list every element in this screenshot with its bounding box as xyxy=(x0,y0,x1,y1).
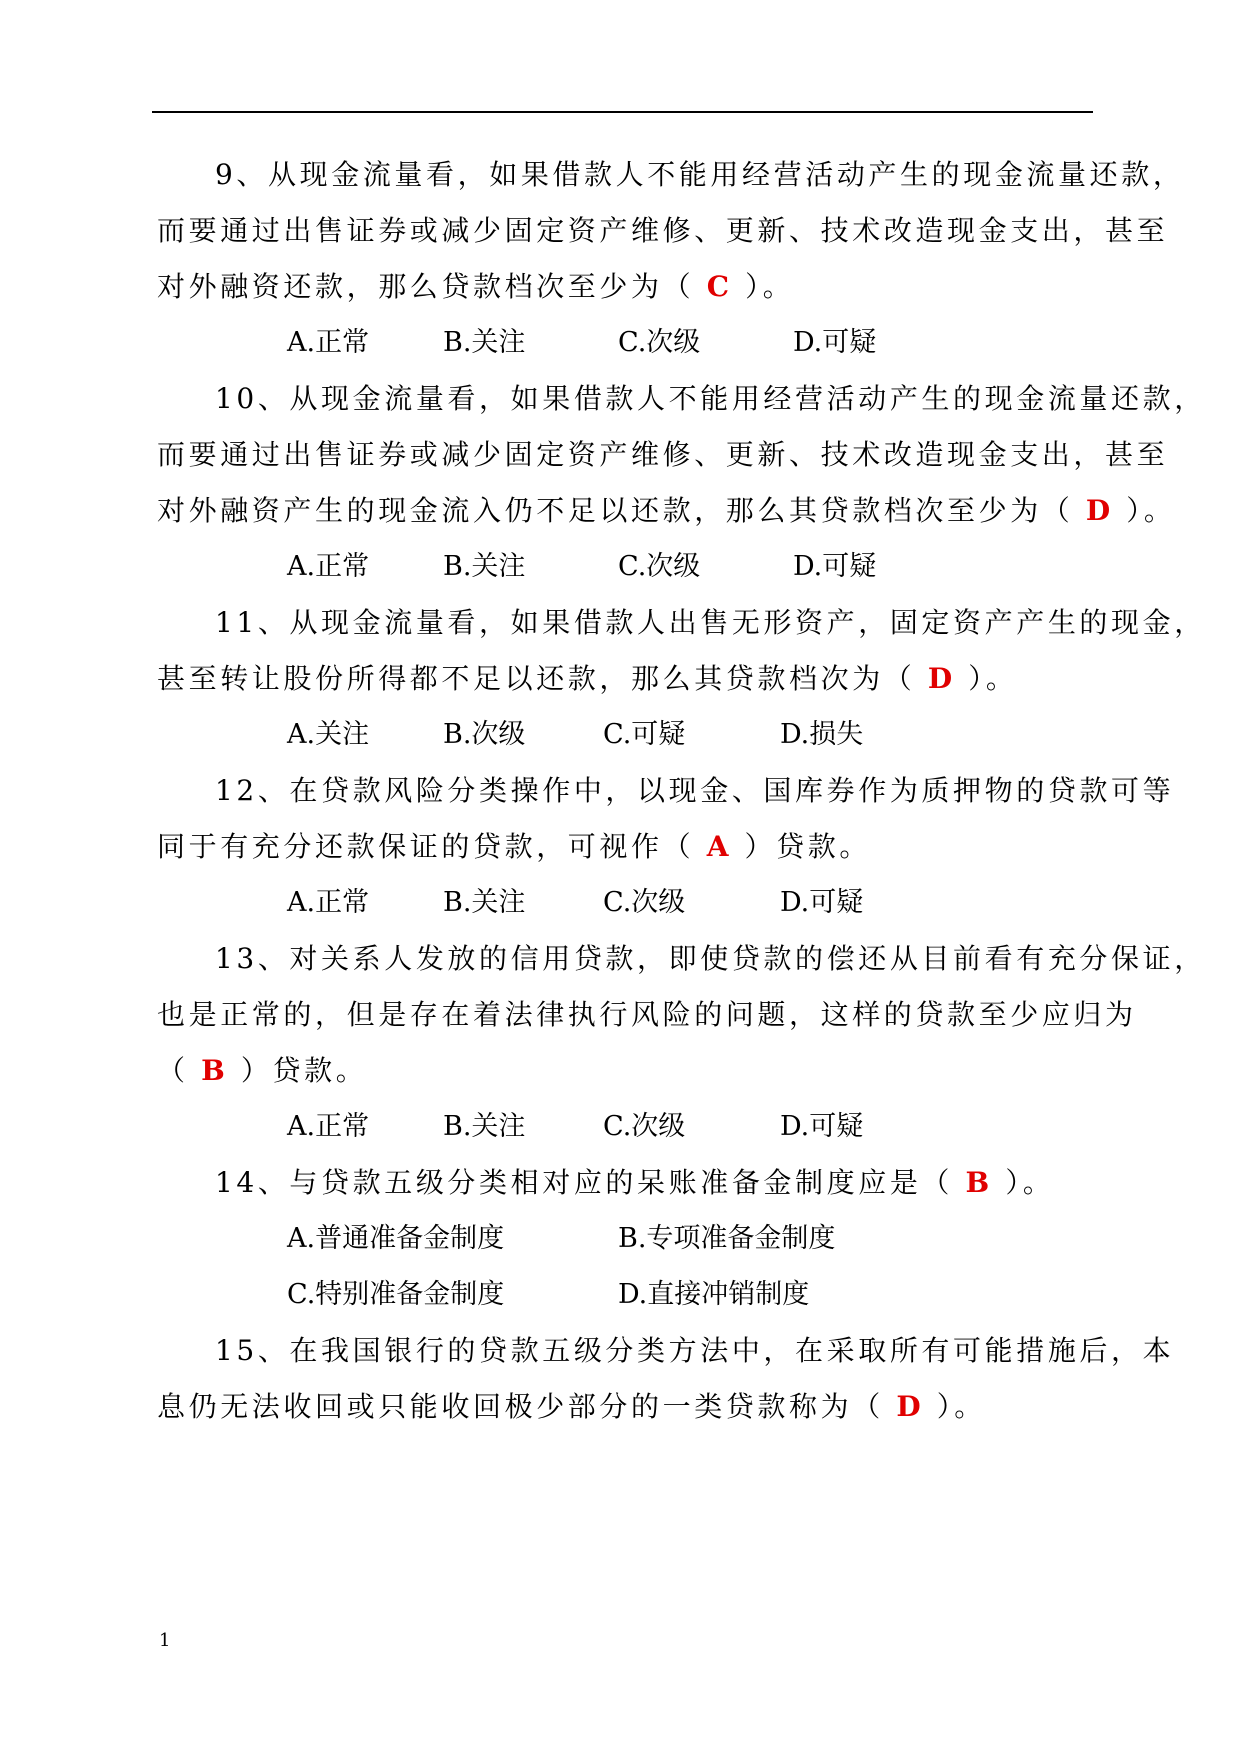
q10-answer: D xyxy=(1085,494,1114,527)
q12-line-1: 12、在贷款风险分类操作中，以现金、国库券作为质押物的贷款可等 xyxy=(215,774,1175,807)
q9-line-3: 对外融资还款，那么贷款档次至少为（ C ）。 xyxy=(157,270,795,303)
q10-option-b: B.关注 xyxy=(443,551,526,582)
q10-option-a: A.正常 xyxy=(287,551,370,582)
q14-line-1: 14、与贷款五级分类相对应的呆账准备金制度应是（ B ）。 xyxy=(215,1166,1055,1199)
q11-option-b: B.次级 xyxy=(443,719,526,750)
q9-option-a: A.正常 xyxy=(287,327,370,358)
q11-option-c: C.可疑 xyxy=(603,719,686,750)
q13-answer: B xyxy=(201,1054,229,1087)
q12-answer: A xyxy=(706,830,733,863)
q12-option-d: D.可疑 xyxy=(780,887,864,918)
q11-option-a: A.关注 xyxy=(287,719,370,750)
q13-option-c: C.次级 xyxy=(603,1111,686,1142)
q15-answer: D xyxy=(896,1390,925,1423)
q10-line-1: 10、从现金流量看，如果借款人不能用经营活动产生的现金流量还款， xyxy=(215,382,1206,415)
q13-option-a: A.正常 xyxy=(287,1111,370,1142)
q12-line-2: 同于有充分还款保证的贷款，可视作（ A ）贷款。 xyxy=(157,830,871,863)
q9-option-b: B.关注 xyxy=(443,327,526,358)
q13-option-d: D.可疑 xyxy=(780,1111,864,1142)
q14-option-a: A.普通准备金制度 xyxy=(287,1223,505,1254)
q11-answer: D xyxy=(927,662,956,695)
q13-option-b: B.关注 xyxy=(443,1111,526,1142)
q10-option-d: D.可疑 xyxy=(793,551,877,582)
q10-line-2: 而要通过出售证券或减少固定资产维修、更新、技术改造现金支出，甚至 xyxy=(157,438,1169,471)
q14-option-d: D.直接冲销制度 xyxy=(618,1279,810,1310)
q10-option-c: C.次级 xyxy=(618,551,701,582)
q9-option-d: D.可疑 xyxy=(793,327,877,358)
q12-option-a: A.正常 xyxy=(287,887,370,918)
q14-answer: B xyxy=(965,1166,993,1199)
q11-option-d: D.损失 xyxy=(780,719,864,750)
q12-option-c: C.次级 xyxy=(603,887,686,918)
q10-line-3: 对外融资产生的现金流入仍不足以还款，那么其贷款档次至少为（ D ）。 xyxy=(157,494,1176,527)
q11-line-2: 甚至转让股份所得都不足以还款，那么其贷款档次为（ D ）。 xyxy=(157,662,1018,695)
q14-option-b: B.专项准备金制度 xyxy=(618,1223,836,1254)
header-rule xyxy=(152,111,1093,113)
q9-line-2: 而要通过出售证券或减少固定资产维修、更新、技术改造现金支出，甚至 xyxy=(157,214,1169,247)
q15-line-1: 15、在我国银行的贷款五级分类方法中，在采取所有可能措施后，本 xyxy=(215,1334,1175,1367)
q12-option-b: B.关注 xyxy=(443,887,526,918)
q11-line-1: 11、从现金流量看，如果借款人出售无形资产，固定资产产生的现金， xyxy=(215,606,1206,639)
q13-line-2: 也是正常的，但是存在着法律执行风险的问题，这样的贷款至少应归为 xyxy=(157,998,1137,1031)
q9-option-c: C.次级 xyxy=(618,327,701,358)
q14-option-c: C.特别准备金制度 xyxy=(287,1279,505,1310)
page-number: 1 xyxy=(159,1630,171,1651)
q13-line-3: （ B ）贷款。 xyxy=(157,1054,368,1087)
q9-line-1: 9、从现金流量看，如果借款人不能用经营活动产生的现金流量还款， xyxy=(215,158,1185,191)
q15-line-2: 息仍无法收回或只能收回极少部分的一类贷款称为（ D ）。 xyxy=(157,1390,986,1423)
q9-answer: C xyxy=(706,270,733,303)
q13-line-1: 13、对关系人发放的信用贷款，即使贷款的偿还从目前看有充分保证， xyxy=(215,942,1206,975)
